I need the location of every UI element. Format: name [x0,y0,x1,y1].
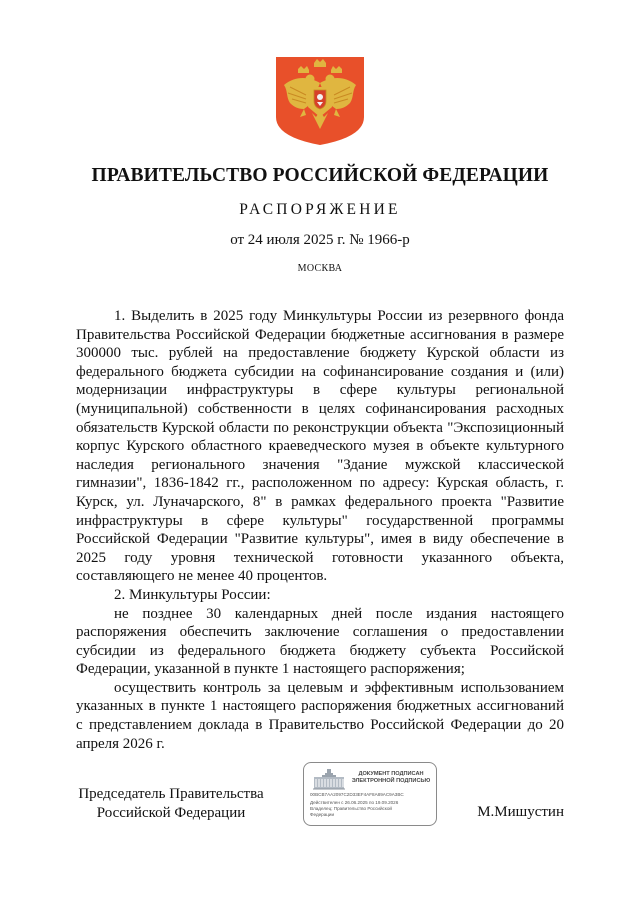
stamp-heading-line-1: ДОКУМЕНТ ПОДПИСАН [358,771,424,777]
signatory-position-line-2: Российской Федерации [96,805,246,821]
government-title: ПРАВИТЕЛЬСТВО РОССИЙСКОЙ ФЕДЕРАЦИИ [91,165,549,186]
stamp-owner-line-2: Федерации [310,812,335,817]
stamp-heading-line-2: ЭЛЕКТРОННОЙ ПОДПИСЬЮ [351,777,431,784]
stamp-certificate: 00BCB7AA2097C2D33EF4AF8A89AC9A3BC [310,792,404,797]
electronic-signature-stamp [303,762,437,826]
paragraph-1: 1. Выделить в 2025 году Минкультуры России из резервного фонда Правительства Российской Федерации бюджетные ассигнования в размере 300000 тыс. рублей на предоставление бюджету Курской области из федерального бюджета субсидии на софинансирование создания и (или) модернизации инфраструктуры в сфере культуры региональной (муниципальной) собственности в целях софинансирования расходных обязательств Курской области по реконструкции объекта "Экспозиционный корпус Курского областного краеведческого музея в объекте культурного наследия регионального значения "Здание мужской классической гимназии", 1836-1842 гг., расположенном по адресу: Курская область, г. Курск, ул. Луначарского, 8" в рамках федерального проекта "Развитие инфраструктуры в сфере культуры" государственной программы Российской Федерации "Развитие культуры", имея в виду обеспечение в 2025 году уровня технической готовности указанного объекта, составляющего не менее 40 процентов. [76,308,564,585]
document-date-number: от 24 июля 2025 г. № 1966-р [230,232,410,248]
signatory-position-line-1: Председатель Правительства [78,786,264,802]
document-city: МОСКВА [297,263,343,274]
paragraph-3: не позднее 30 календарных дней после издания настоящего распоряжения обеспечить заключение соглашения о предоставлении субсидии из федерального бюджета бюджету субъекта Российской Федерации, указанной в пункте 1 настоящего распоряжения; [76,605,564,678]
stamp-heading [346,771,436,784]
government-building-icon [312,768,346,790]
stamp-owner-line-1: Владелец: Правительство Российской [310,806,392,811]
stamp-validity: Действителен с 26.06.2025 по 19.09.2026 [310,800,399,805]
paragraph-4: осуществить контроль за целевым и эффективным использованием указанных в пункте 1 настоящего распоряжения бюджетных ассигнований с представлением доклада в Правительство Российской Федерации до 20 апреля 2026 г. [76,679,564,752]
document-body [76,307,564,753]
signatory-name: М.Мишустин [477,804,564,820]
document-type: РАСПОРЯЖЕНИЕ [239,201,401,218]
russian-coat-of-arms-icon [276,57,364,145]
signatory-position [76,785,266,823]
paragraph-2: 2. Минкультуры России: [114,586,271,603]
